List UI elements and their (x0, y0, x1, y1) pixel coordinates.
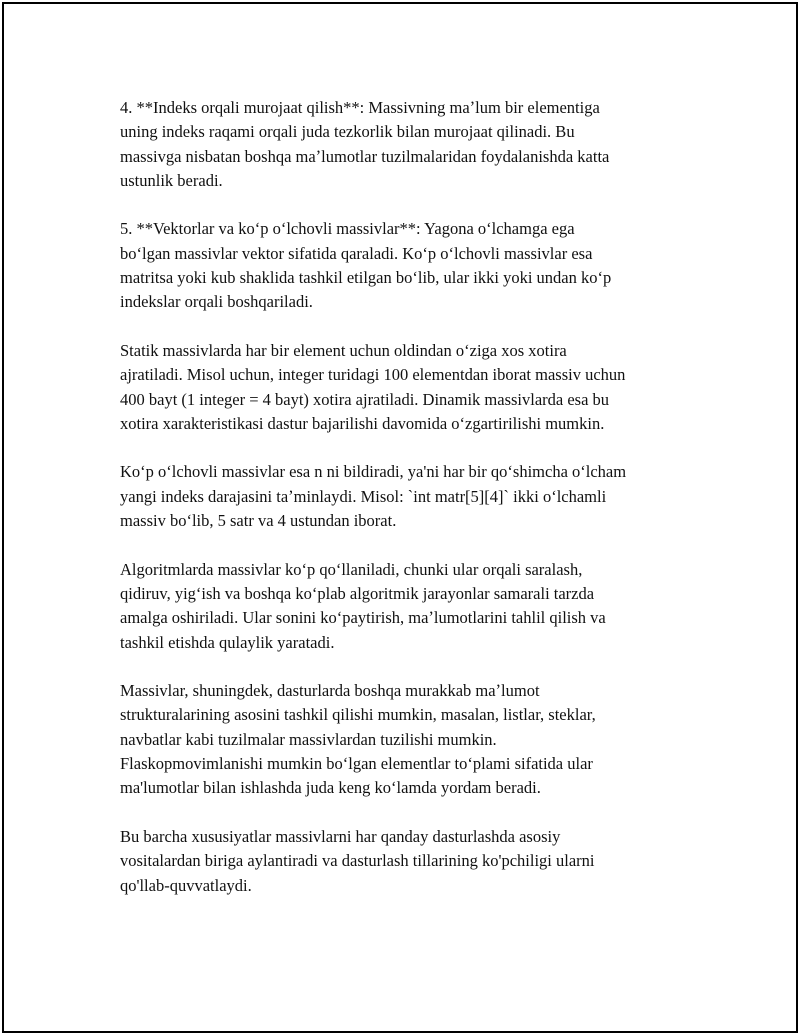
paragraph-vectors (120, 217, 690, 314)
text-line: boʻlgan massivlar vektor sifatida qaraladi. Koʻp oʻlchovli massivlar esa (120, 243, 593, 263)
text-line: navbatlar kabi tuzilmalar massivlardan tuzilishi mumkin. (120, 729, 497, 749)
text-line: massivga nisbatan boshqa maʼlumotlar tuzilmalaridan foydalanishda katta (120, 146, 610, 166)
text-line: amalga oshiriladi. Ular sonini koʻpaytirish, maʼlumotlarini tahlil qilish va (120, 608, 606, 628)
text-line: Statik massivlarda har bir element uchun oldindan oʻziga xos xotira (120, 340, 567, 360)
text-line: tashkil etishda qulaylik yaratadi. (120, 632, 335, 652)
text-line: ma'lumotlar bilan ishlashda juda keng koʻlamda yordam beradi. (120, 778, 541, 798)
text-line: 5. **Vektorlar va koʻp oʻlchovli massivlar**: Yagona oʻlchamga ega (120, 219, 575, 239)
text-line: ajratiladi. Misol uchun, integer turidagi 100 elementdan iborat massiv uchun (120, 365, 626, 385)
paragraph-algorithms (120, 558, 690, 655)
document-body (120, 96, 690, 922)
paragraph-multidimensional (120, 460, 690, 533)
text-line: qidiruv, yigʻish va boshqa koʻplab algoritmik jarayonlar samarali tarzda (120, 583, 595, 603)
text-line: Flaskopmovimlanishi mumkin boʻlgan elementlar toʻplami sifatida ular (120, 754, 593, 774)
paragraph-indexed-access (120, 96, 690, 193)
text-line: massiv boʻlib, 5 satr va 4 ustundan iborat. (120, 511, 397, 531)
text-line: xotira xarakteristikasi dastur bajarilishi davomida oʻzgartirilishi mumkin. (120, 413, 605, 433)
text-line: strukturalarining asosini tashkil qilishi mumkin, masalan, listlar, steklar, (120, 705, 596, 725)
text-line: uning indeks raqami orqali juda tezkorlik bilan murojaat qilinadi. Bu (120, 122, 575, 142)
document-page (2, 2, 798, 1033)
paragraph-data-structures (120, 679, 690, 800)
paragraph-conclusion (120, 825, 690, 898)
text-line: yangi indeks darajasini taʼminlaydi. Misol: `int matr[5][4]` ikki oʻlchamli (120, 486, 607, 506)
text-line: indekslar orqali boshqariladi. (120, 292, 313, 312)
text-line: Algoritmlarda massivlar koʻp qoʻllaniladi, chunki ular orqali saralash, (120, 559, 583, 579)
text-line: 400 bayt (1 integer = 4 bayt) xotira ajratiladi. Dinamik massivlarda esa bu (120, 389, 610, 409)
text-line: vositalardan biriga aylantiradi va dasturlash tillarining ko'pchiligi ularni (120, 851, 595, 871)
text-line: qo'llab-quvvatlaydi. (120, 875, 252, 895)
paragraph-static-arrays (120, 339, 690, 436)
text-line: Bu barcha xususiyatlar massivlarni har qanday dasturlashda asosiy (120, 826, 561, 846)
text-line: ustunlik beradi. (120, 170, 223, 190)
text-line: 4. **Indeks orqali murojaat qilish**: Massivning maʼlum bir elementiga (120, 98, 600, 117)
text-line: Koʻp oʻlchovli massivlar esa n ni bildiradi, ya'ni har bir qoʻshimcha oʻlcham (120, 462, 627, 482)
text-line: matritsa yoki kub shaklida tashkil etilgan boʻlib, ular ikki yoki undan koʻp (120, 268, 612, 288)
text-line: Massivlar, shuningdek, dasturlarda boshqa murakkab maʼlumot (120, 681, 540, 701)
